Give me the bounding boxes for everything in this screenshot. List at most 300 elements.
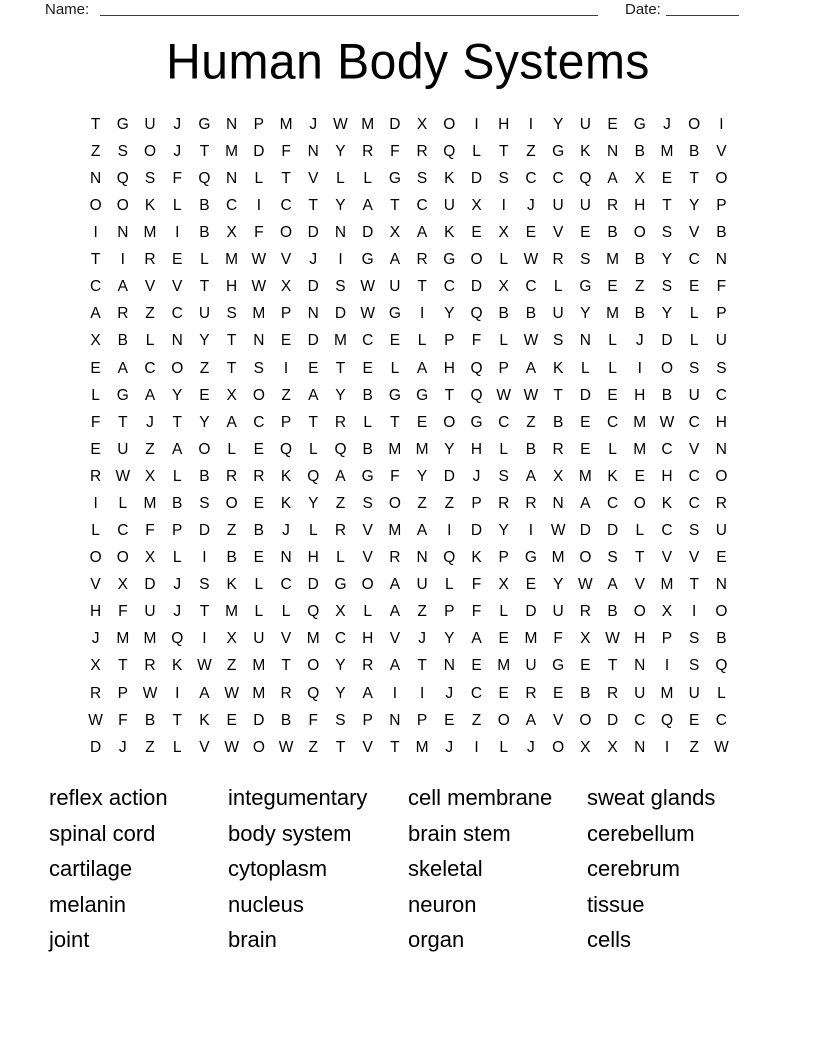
grid-letter: Q: [579, 169, 592, 187]
grid-letter: C: [416, 197, 428, 215]
grid-letter: R: [416, 251, 428, 269]
grid-letter: D: [470, 278, 483, 296]
grid-letter: B: [117, 332, 128, 350]
grid-letter: X: [498, 278, 509, 296]
grid-letter: P: [498, 549, 509, 567]
grid-letter: J: [173, 603, 182, 621]
grid-letter: C: [661, 440, 673, 458]
grid-letter: K: [580, 142, 591, 160]
date-label: Date:: [625, 1, 661, 18]
grid-letter: M: [252, 684, 266, 702]
grid-letter: J: [173, 576, 182, 594]
grid-letter: T: [90, 115, 101, 133]
name-blank-line: [100, 15, 598, 16]
grid-letter: L: [717, 684, 726, 702]
grid-letter: B: [498, 305, 509, 323]
grid-letter: C: [688, 494, 700, 512]
grid-letter: N: [443, 657, 455, 675]
grid-letter: I: [419, 684, 425, 702]
grid-letter: Q: [116, 169, 129, 187]
grid-letter: T: [689, 576, 699, 594]
grid-letter: G: [633, 115, 646, 133]
grid-letter: G: [361, 251, 374, 269]
word-list-column: [49, 780, 228, 958]
grid-letter: L: [254, 169, 264, 187]
word-item: brain stem: [408, 820, 511, 846]
grid-letter: F: [90, 413, 101, 431]
grid-letter: F: [172, 169, 182, 187]
grid-letter: D: [579, 386, 591, 404]
grid-letter: C: [688, 413, 700, 431]
grid-letter: F: [254, 224, 264, 242]
grid-letter: J: [445, 684, 454, 702]
grid-letter: O: [116, 197, 129, 215]
grid-letter: Z: [526, 142, 536, 160]
grid-letter: N: [171, 332, 183, 350]
grid-letter: O: [252, 386, 265, 404]
grid-letter: T: [308, 413, 318, 431]
grid-letter: O: [715, 603, 728, 621]
grid-letter: B: [226, 549, 237, 567]
grid-letter: W: [88, 711, 103, 729]
word-list: [49, 780, 715, 958]
word-item: skeletal: [408, 856, 483, 882]
grid-letter: X: [90, 332, 101, 350]
grid-letter: I: [637, 359, 642, 377]
grid-letter: I: [392, 684, 398, 702]
grid-letter: M: [497, 657, 511, 675]
grid-letter: Z: [226, 522, 237, 540]
grid-letter: M: [660, 142, 674, 160]
grid-letter: F: [390, 467, 400, 485]
word-item: cerebrum: [587, 856, 680, 882]
grid-letter: H: [661, 467, 673, 485]
grid-letter: M: [252, 305, 266, 323]
grid-letter: F: [471, 332, 482, 350]
word-item: cell membrane: [408, 785, 553, 810]
grid-letter: L: [499, 738, 509, 756]
grid-letter: T: [635, 549, 645, 567]
grid-letter: E: [280, 332, 292, 350]
grid-letter: D: [90, 738, 102, 756]
grid-letter: U: [579, 197, 591, 215]
grid-letter: C: [334, 630, 347, 648]
grid-letter: Z: [281, 386, 291, 404]
grid-letter: T: [199, 142, 210, 160]
grid-letter: V: [552, 224, 564, 242]
grid-letter: C: [525, 278, 537, 296]
grid-letter: O: [307, 657, 320, 675]
grid-letter: E: [580, 657, 591, 675]
grid-letter: G: [198, 115, 211, 133]
grid-letter: M: [143, 224, 157, 242]
page-title: Human Body Systems: [166, 35, 650, 91]
grid-letter: Z: [145, 738, 155, 756]
grid-letter: O: [443, 115, 456, 133]
grid-letter: T: [444, 386, 455, 404]
grid-letter: L: [499, 603, 509, 621]
grid-letter: P: [444, 332, 455, 350]
grid-letter: L: [444, 576, 454, 594]
grid-letter: L: [581, 359, 590, 377]
grid-letter: V: [689, 440, 700, 458]
grid-letter: A: [416, 224, 428, 242]
grid-letter: B: [607, 603, 618, 621]
grid-letter: H: [90, 603, 102, 621]
grid-letter: W: [523, 332, 539, 350]
grid-letter: W: [714, 738, 729, 756]
grid-letter: A: [416, 522, 428, 540]
grid-letter: M: [388, 440, 402, 458]
grid-letter: I: [692, 603, 697, 621]
grid-letter: E: [444, 711, 455, 729]
grid-letter: U: [525, 657, 537, 675]
grid-letter: B: [199, 224, 210, 242]
grid-letter: E: [607, 115, 618, 133]
grid-letter: Q: [307, 467, 320, 485]
grid-letter: F: [471, 603, 482, 621]
grid-letter: Y: [199, 413, 210, 431]
grid-letter: K: [226, 576, 237, 594]
grid-letter: Z: [417, 603, 427, 621]
grid-letter: M: [660, 576, 674, 594]
grid-letter: Z: [308, 738, 318, 756]
grid-letter: T: [172, 413, 182, 431]
grid-letter: W: [523, 386, 539, 404]
grid-letter: J: [309, 251, 318, 269]
grid-letter: S: [335, 278, 346, 296]
grid-letter: E: [552, 684, 564, 702]
word-item: melanin: [49, 891, 127, 917]
grid-letter: M: [524, 630, 538, 648]
grid-letter: S: [716, 359, 727, 377]
grid-letter: W: [496, 386, 512, 404]
grid-letter: S: [253, 359, 265, 377]
grid-letter: D: [198, 522, 211, 540]
grid-letter: N: [634, 738, 646, 756]
grid-letter: U: [688, 684, 700, 702]
grid-letter: X: [416, 115, 428, 133]
grid-letter: W: [659, 413, 675, 431]
grid-letter: F: [118, 603, 128, 621]
grid-letter: E: [525, 224, 537, 242]
word-item: brain: [228, 927, 277, 953]
grid-letter: E: [525, 576, 537, 594]
grid-letter: M: [279, 115, 293, 133]
grid-letter: C: [280, 576, 292, 594]
grid-letter: A: [389, 251, 401, 269]
grid-letter: E: [172, 251, 183, 269]
grid-letter: P: [280, 305, 292, 323]
grid-letter: J: [173, 142, 182, 160]
grid-letter: C: [226, 197, 238, 215]
grid-letter: R: [144, 657, 156, 675]
grid-letter: M: [578, 467, 592, 485]
grid-letter: U: [579, 115, 591, 133]
grid-letter: Y: [335, 142, 346, 160]
grid-letter: O: [715, 169, 728, 187]
grid-letter: T: [662, 197, 672, 215]
grid-letter: J: [282, 522, 290, 540]
grid-letter: X: [90, 657, 101, 675]
grid-letter: A: [117, 359, 128, 377]
grid-letter: N: [307, 142, 319, 160]
grid-letter: Y: [444, 305, 455, 323]
grid-letter: Z: [444, 494, 455, 512]
grid-letter: Y: [335, 386, 346, 404]
grid-letter: X: [117, 576, 128, 594]
grid-letter: L: [91, 522, 100, 540]
grid-letter: N: [634, 657, 646, 675]
grid-letter: X: [280, 278, 292, 296]
grid-letter: E: [471, 224, 482, 242]
grid-letter: N: [90, 169, 102, 187]
grid-letter: W: [360, 305, 375, 323]
grid-letter: U: [144, 115, 156, 133]
grid-letter: P: [716, 197, 727, 215]
grid-letter: R: [552, 440, 564, 458]
grid-letter: B: [634, 305, 645, 323]
grid-letter: S: [689, 657, 700, 675]
grid-letter: X: [226, 386, 237, 404]
grid-letter: T: [390, 738, 400, 756]
grid-letter: K: [552, 359, 564, 377]
grid-letter: Y: [335, 197, 346, 215]
grid-letter: B: [253, 522, 265, 540]
grid-letter: I: [175, 224, 180, 242]
grid-letter: P: [362, 711, 373, 729]
grid-letter: Y: [661, 305, 673, 323]
grid-letter: B: [172, 494, 183, 512]
grid-letter: U: [552, 305, 564, 323]
grid-letter: T: [689, 169, 699, 187]
grid-letter: R: [389, 549, 401, 567]
grid-letter: C: [443, 278, 455, 296]
grid-letter: Z: [635, 278, 645, 296]
grid-letter: I: [256, 197, 261, 215]
grid-letter: L: [172, 467, 182, 485]
grid-letter: I: [175, 684, 180, 702]
grid-letter: T: [417, 278, 427, 296]
grid-letter: R: [606, 684, 619, 702]
grid-letter: N: [226, 115, 238, 133]
grid-letter: Y: [199, 332, 210, 350]
grid-letter: S: [144, 169, 156, 187]
word-item: neuron: [408, 891, 477, 917]
grid-letter: A: [362, 684, 373, 702]
grid-letter: W: [224, 738, 239, 756]
grid-letter: W: [578, 576, 593, 594]
grid-letter: X: [580, 630, 591, 648]
grid-letter: E: [362, 359, 373, 377]
grid-letter: B: [525, 305, 537, 323]
grid-letter: E: [416, 413, 428, 431]
grid-letter: O: [252, 738, 265, 756]
grid-letter: T: [199, 278, 210, 296]
grid-letter: P: [471, 494, 482, 512]
grid-letter: Q: [443, 549, 456, 567]
grid-letter: G: [443, 251, 456, 269]
word-item: organ: [408, 927, 465, 953]
grid-letter: O: [633, 494, 646, 512]
grid-letter: J: [173, 115, 182, 133]
grid-letter: R: [416, 142, 428, 160]
grid-letter: O: [225, 494, 238, 512]
grid-letter: L: [308, 440, 318, 458]
grid-letter: Y: [172, 386, 183, 404]
grid-letter: Y: [335, 684, 346, 702]
grid-letter: T: [335, 359, 346, 377]
grid-letter: R: [362, 142, 374, 160]
grid-letter: R: [253, 467, 265, 485]
grid-letter: E: [689, 278, 700, 296]
grid-letter: W: [115, 467, 131, 485]
grid-letter: E: [253, 549, 265, 567]
grid-letter: L: [608, 332, 617, 350]
grid-letter: D: [307, 224, 319, 242]
grid-letter: Z: [526, 413, 536, 431]
grid-letter: M: [606, 305, 620, 323]
grid-letter: S: [498, 467, 509, 485]
grid-letter: I: [474, 738, 479, 756]
grid-letter: B: [634, 251, 645, 269]
grid-letter: L: [553, 278, 563, 296]
grid-letter: Z: [335, 494, 346, 512]
grid-letter: E: [498, 630, 509, 648]
grid-letter: G: [388, 386, 401, 404]
grid-letter: D: [661, 332, 673, 350]
grid-letter: J: [472, 467, 481, 485]
grid-letter: N: [715, 576, 727, 594]
grid-letter: B: [362, 386, 373, 404]
grid-letter: T: [308, 197, 318, 215]
grid-letter: T: [607, 657, 618, 675]
grid-letter: I: [93, 494, 98, 512]
grid-letter: G: [388, 305, 401, 323]
grid-letter: U: [634, 684, 646, 702]
grid-letter: E: [661, 169, 673, 187]
grid-letter: U: [715, 522, 727, 540]
grid-letter: S: [117, 142, 128, 160]
grid-letter: B: [716, 224, 727, 242]
grid-letter: V: [389, 630, 401, 648]
grid-letter: L: [227, 440, 236, 458]
grid-letter: M: [225, 142, 239, 160]
grid-letter: E: [716, 549, 727, 567]
grid-letter: T: [390, 197, 400, 215]
grid-letter: A: [416, 359, 428, 377]
word-item: nucleus: [228, 891, 304, 917]
grid-letter: I: [93, 224, 98, 242]
grid-letter: L: [172, 738, 182, 756]
grid-letter: F: [471, 576, 482, 594]
grid-letter: D: [525, 603, 537, 621]
grid-letter: B: [580, 684, 591, 702]
grid-letter: V: [689, 224, 700, 242]
grid-letter: O: [171, 359, 184, 377]
grid-letter: Q: [470, 359, 483, 377]
grid-letter: B: [280, 711, 292, 729]
grid-letter: Y: [444, 630, 455, 648]
grid-letter: B: [144, 711, 156, 729]
grid-letter: W: [224, 684, 239, 702]
grid-letter: Q: [470, 305, 483, 323]
grid-letter: A: [226, 413, 237, 431]
grid-letter: E: [226, 711, 237, 729]
grid-letter: K: [280, 494, 292, 512]
grid-letter: O: [715, 467, 728, 485]
grid-letter: S: [689, 522, 700, 540]
grid-letter: O: [497, 711, 510, 729]
grid-letter: L: [308, 522, 318, 540]
grid-letter: O: [116, 549, 129, 567]
grid-letter: M: [225, 603, 239, 621]
grid-letter: O: [443, 413, 456, 431]
grid-letter: C: [634, 711, 646, 729]
grid-letter: Y: [498, 522, 509, 540]
grid-letter: Z: [226, 657, 237, 675]
grid-letter: A: [90, 305, 101, 323]
grid-letter: J: [418, 630, 426, 648]
grid-letter: U: [253, 630, 265, 648]
word-item: cerebellum: [587, 820, 695, 846]
grid-letter: R: [90, 467, 102, 485]
grid-letter: S: [661, 224, 673, 242]
grid-letter: X: [144, 467, 156, 485]
grid-letter: W: [605, 630, 620, 648]
grid-letter: W: [251, 251, 267, 269]
grid-letter: D: [470, 522, 483, 540]
grid-letter: E: [607, 386, 618, 404]
grid-letter: N: [606, 142, 619, 160]
grid-letter: B: [634, 142, 645, 160]
grid-letter: S: [552, 332, 564, 350]
grid-letter: L: [472, 142, 481, 160]
grid-letter: S: [689, 359, 700, 377]
grid-letter: X: [471, 197, 482, 215]
grid-letter: U: [715, 332, 727, 350]
grid-letter: W: [523, 251, 539, 269]
grid-letter: R: [552, 251, 564, 269]
grid-letter: H: [634, 630, 646, 648]
grid-letter: O: [388, 494, 401, 512]
grid-letter: N: [715, 440, 727, 458]
grid-letter: C: [715, 711, 727, 729]
grid-letter: Q: [715, 657, 728, 675]
grid-letter: E: [634, 467, 645, 485]
grid-letter: P: [117, 684, 128, 702]
grid-letter: S: [498, 169, 509, 187]
grid-letter: C: [117, 522, 129, 540]
grid-letter: I: [501, 197, 506, 215]
grid-letter: E: [253, 440, 265, 458]
grid-letter: P: [661, 630, 673, 648]
grid-letter: R: [715, 494, 727, 512]
word-item: joint: [49, 927, 90, 953]
grid-letter: C: [171, 305, 183, 323]
grid-letter: I: [120, 251, 125, 269]
grid-letter: D: [362, 224, 374, 242]
grid-letter: A: [172, 440, 183, 458]
grid-letter: P: [172, 522, 183, 540]
grid-letter: O: [633, 224, 646, 242]
grid-letter: Z: [471, 711, 482, 729]
grid-letter: N: [715, 251, 727, 269]
grid-letter: O: [198, 440, 211, 458]
grid-letter: N: [579, 332, 591, 350]
grid-letter: W: [251, 278, 267, 296]
grid-letter: P: [280, 413, 292, 431]
